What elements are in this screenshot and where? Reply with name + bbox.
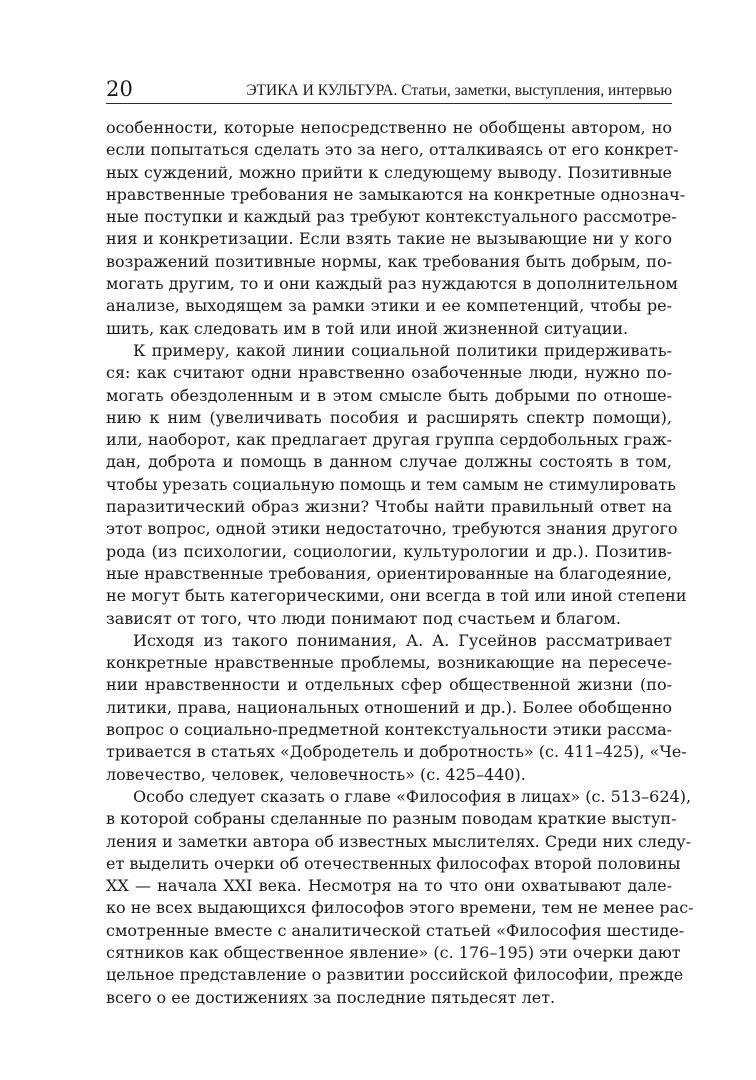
text-line: рода (из психологии, социологии, культурологии и др.). Позитив- [106,541,672,561]
text-line: ления и заметки автора об известных мыслителях. Среди них следу- [106,831,692,851]
text-line: смотренные вместе с аналитической статьей «Философия шестиде- [106,920,685,940]
text-line: Исходя из такого понимания, А. А. Гусейнов рассматривает [133,630,672,650]
text-line: ные нравственные требования, ориентированные на благодеяние, [106,563,672,583]
text-line: нравственные требования не замыкаются на конкретные однознач- [106,184,686,204]
text-line: цельное представление о развитии российской философии, прежде [106,965,684,985]
text-line: возражений позитивные нормы, как требования быть добрым, по- [106,251,672,271]
text-line: дан, доброта и помощь в данном случае должны состоять в том, [106,452,672,472]
text-line: могать другим, то и они каждый раз нуждаются в дополнительном [106,274,678,294]
text-line: ко не всех выдающихся философов этого времени, тем не менее рас- [106,898,694,918]
text-line: ся: как считают одни нравственно озабоченные люди, нужно по- [106,363,672,383]
text-line: тривается в статьях «Добродетель и добротность» (с. 411–425), «Че- [106,742,687,762]
text-line: в которой собраны сделанные по разным поводам краткие выступ- [106,809,677,829]
text-line: или, наоборот, как предлагает другая группа сердобольных граж- [106,430,672,450]
text-line: зависят от того, что люди понимают под счастьем и благом. [106,608,621,628]
paragraph-1 [106,117,686,340]
text-line: ловечество, человек, человечность» (с. 425–440). [106,764,526,784]
text-line: могать обездоленным и в этом смысле быть добрыми по отноше- [106,385,672,405]
text-line: анализе, выходящем за рамки этики и ее компетенций, чтобы ре- [106,296,672,316]
text-line: XX — начала XXI века. Несмотря на то что они охватывают дале- [106,876,672,896]
text-line: ния и конкретизации. Если взять такие не вызывающие ни у кого [106,229,672,249]
body-text [106,117,694,1009]
text-line: ных суждений, можно прийти к следующему выводу. Позитивные [106,162,672,182]
text-line: сятников как общественное явление» (с. 176–195) эти очерки дают [106,942,681,962]
text-line: не могут быть категорическими, они всегда в той или иной степени [106,586,687,606]
header-rule [106,103,672,104]
text-line: если попытаться сделать это за него, отталкиваясь от его конкрет- [106,140,679,160]
text-line: Особо следует сказать о главе «Философия в лицах» (с. 513–624), [133,786,692,806]
text-line: ные поступки и каждый раз требуют контекстуального рассмотре- [106,207,677,227]
paragraph-3 [106,630,687,786]
running-head-title: ЭТИКА И КУЛЬТУРА. Статьи, заметки, выступления, интервью [246,82,672,99]
text-line: ет выделить очерки об отечественных философах второй половины [106,853,681,873]
text-line: шить, как следовать им в той или иной жизненной ситуации. [106,318,629,338]
text-line: нию к ним (увеличивать пособия и расширять спектр помощи), [106,407,672,427]
paragraph-4 [106,786,694,1009]
text-line: этот вопрос, одной этики недостаточно, требуются знания другого [106,519,678,539]
text-line: литики, права, национальных отношений и др.). Более обобщенно [106,697,672,717]
text-line: вопрос о социально-предметной контекстуальности этики рассма- [106,720,673,740]
text-line: нии нравственности и отдельных сфер общественной жизни (по- [106,675,672,695]
text-line: всего о ее достижениях за последние пятьдесят лет. [106,987,556,1007]
page-number: 20 [106,77,134,101]
text-line: конкретные нравственные проблемы, возникающие на пересече- [106,653,672,673]
paragraph-2 [106,340,687,630]
text-line: особенности, которые непосредственно не обобщены автором, но [106,118,672,137]
text-line: К примеру, какой линии социальной политики придерживать- [133,340,672,360]
text-line: паразитический образ жизни? Чтобы найти правильный ответ на [106,497,672,517]
text-line: чтобы урезать социальную помощь и тем самым не стимулировать [106,474,676,494]
running-head [106,72,672,100]
